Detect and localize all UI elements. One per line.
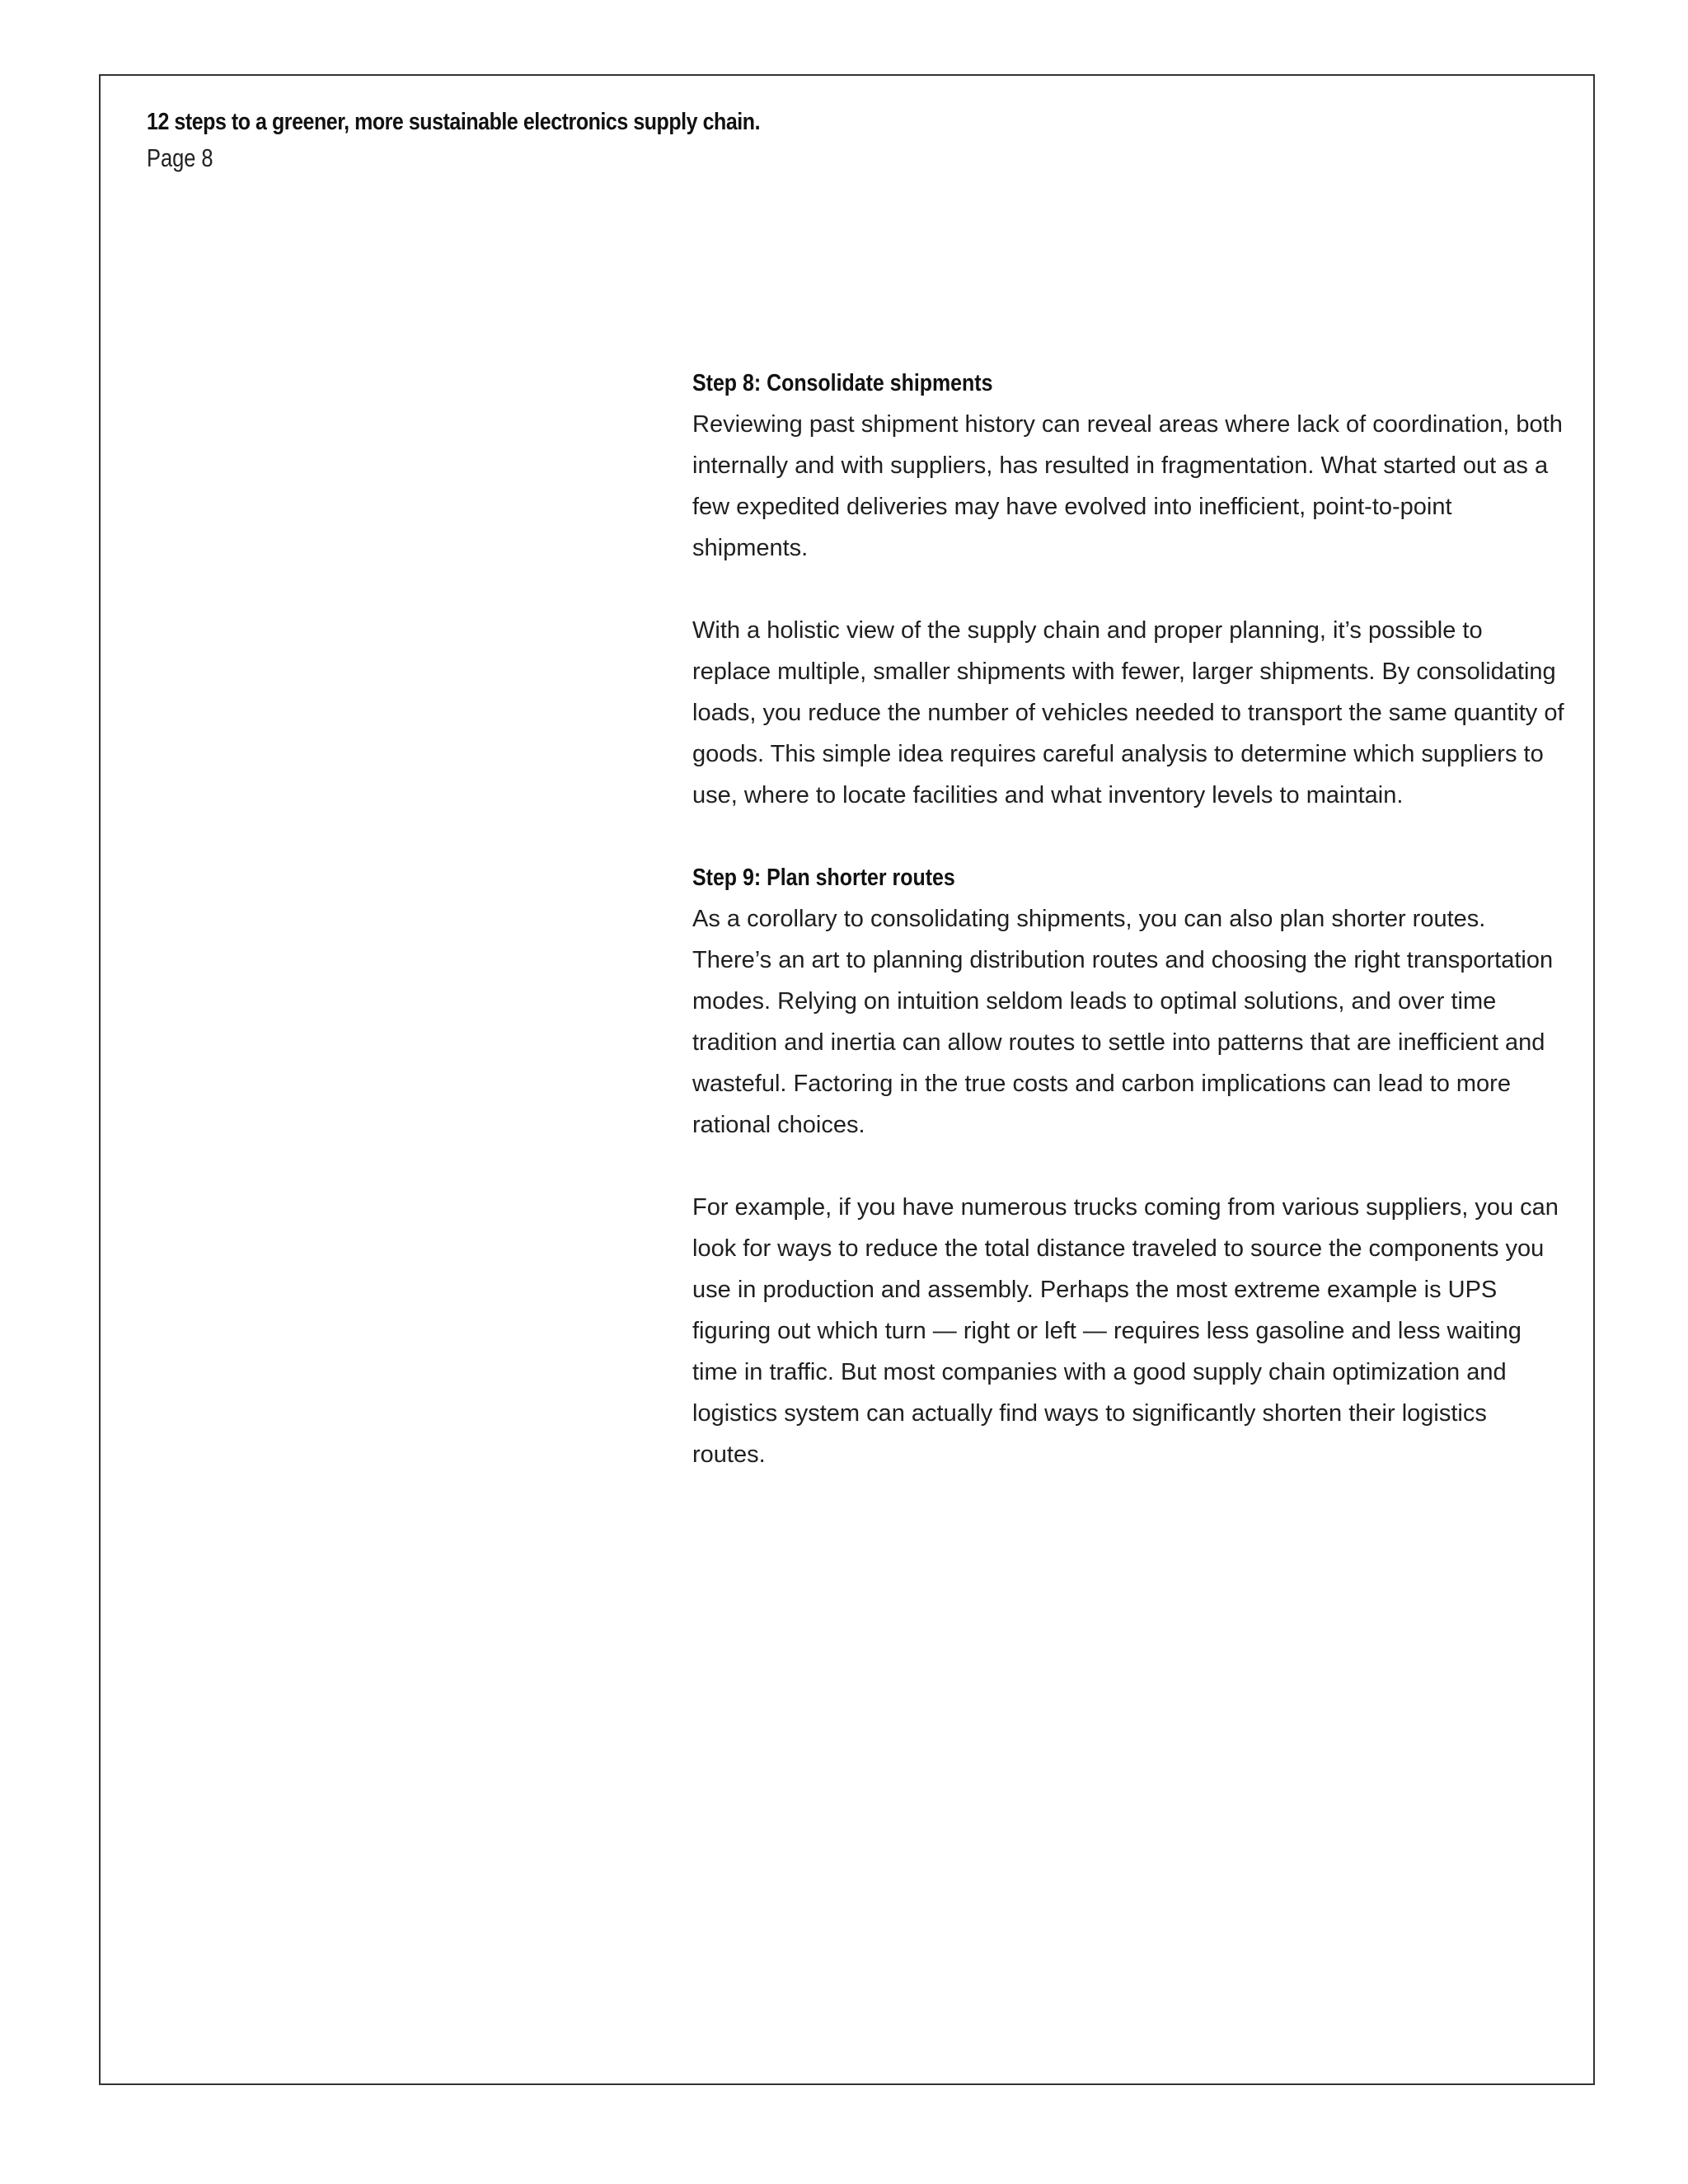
document-header (147, 107, 860, 173)
step-8-paragraph-1: Reviewing past shipment history can reveal areas where lack of coordination, both internally and with suppliers, has resulted in fragmentation. What started out as a few expedited deliveries may have evolved into inefficient, point-to-point shipments. (692, 411, 1563, 561)
step-9-paragraph-1: As a corollary to consolidating shipments, you can also plan shorter routes. There’s an art to planning distribution routes and choosing the right transportation modes. Relying on intuition seldom leads to optimal solutions, and over time tradition and inertia can allow routes to settle into patterns that are inefficient and wasteful. Factoring in the true costs and carbon implications can lead to more rational choices. (692, 906, 1554, 1138)
section-step-9 (692, 857, 1566, 1475)
step-9-heading: Step 9: Plan shorter routes (692, 865, 955, 891)
step-8-heading: Step 8: Consolidate shipments (692, 370, 993, 396)
article-body (692, 363, 1566, 1475)
document-title: 12 steps to a greener, more sustainable electronics supply chain. (147, 109, 761, 135)
step-8-paragraph-2: With a holistic view of the supply chain and proper planning, it’s possible to replace multiple, smaller shipments with fewer, larger shipments. By consolidating loads, you reduce the number of vehicles needed to transport the same quantity of goods. This simple idea requires careful analysis to determine which suppliers to use, where to locate facilities and what inventory levels to maintain. (692, 617, 1564, 808)
page-number: Page 8 (147, 143, 213, 172)
step-9-paragraph-2: For example, if you have numerous trucks coming from various suppliers, you can look for ways to reduce the total distance traveled to source the components you use in production and assembly. Perhaps the most extreme example is UPS figuring out which turn — right or left — requires less gasoline and less waiting time in traffic. But most companies with a good supply chain optimization and logistics system can actually find ways to significantly shorten their logistics routes. (692, 1194, 1559, 1468)
section-step-8 (692, 363, 1566, 816)
